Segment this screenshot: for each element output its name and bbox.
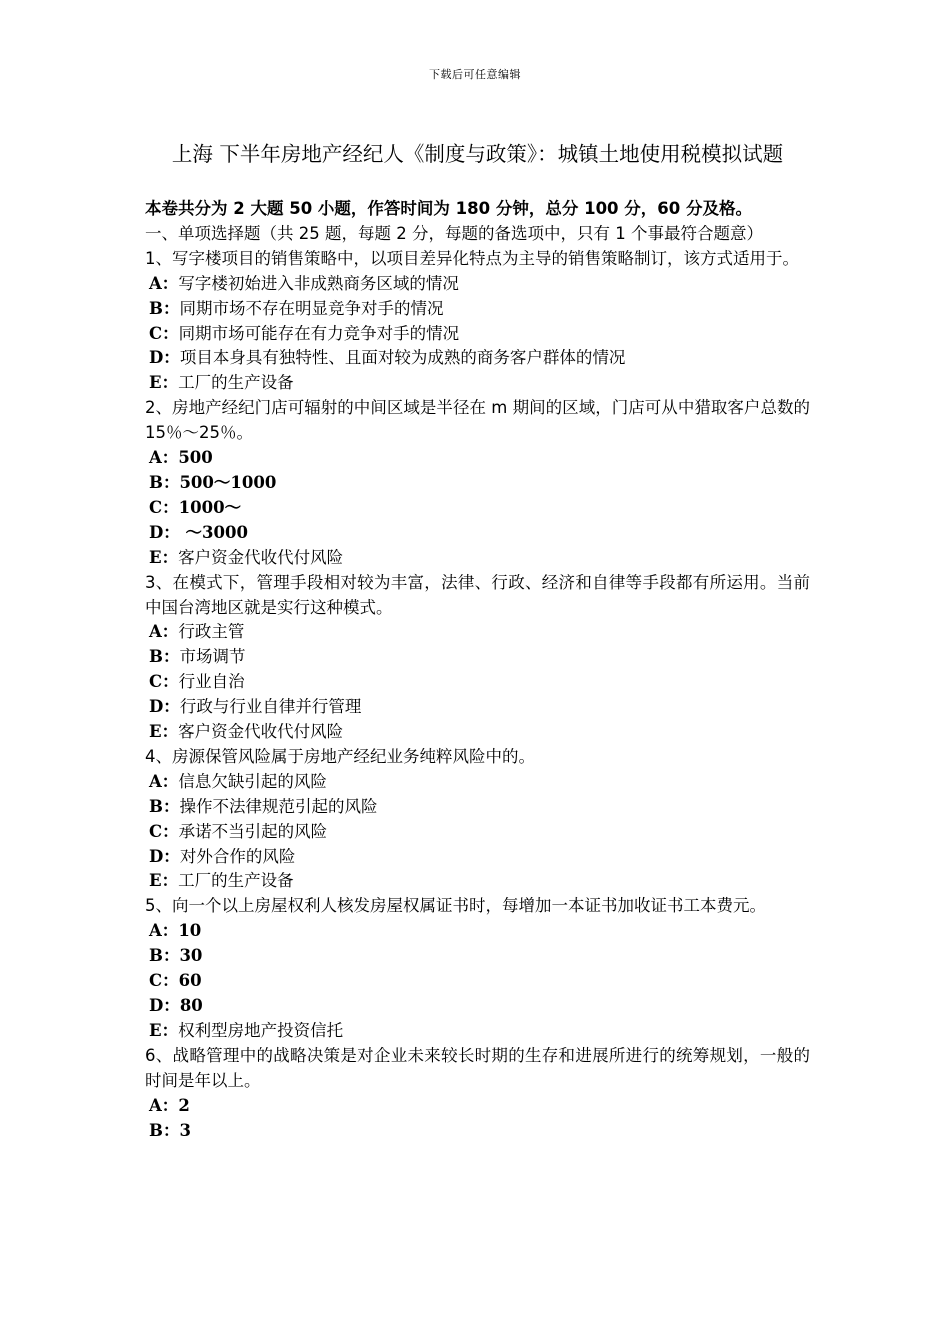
option-text: 500: [178, 448, 213, 468]
option-key: B：: [149, 472, 180, 492]
option-text: 项目本身具有独特性、且面对较为成熟的商务客户群体的情况: [179, 348, 626, 368]
option-key: D：: [149, 697, 180, 717]
option-text: 60: [178, 971, 202, 991]
option-key: A：: [149, 1095, 179, 1115]
option-text: 行政与行业自律并行管理: [179, 697, 362, 717]
option-key: C：: [149, 821, 179, 841]
option-text: 客户资金代收代付风险: [178, 722, 344, 742]
answer-option: [145, 994, 810, 1019]
answer-option: [145, 521, 810, 546]
option-text: 10: [178, 921, 202, 941]
option-key: B：: [149, 647, 180, 667]
option-key: B：: [149, 1120, 180, 1140]
answer-option: [145, 1019, 810, 1044]
answer-option: [145, 919, 810, 944]
answer-option: [145, 969, 810, 994]
option-text: 行业自治: [178, 672, 245, 692]
answer-option: [145, 720, 810, 745]
question-stem: 5、向一个以上房屋权利人核发房屋权属证书时，每增加一本证书加收证书工本费元。: [145, 896, 766, 916]
question-5: [145, 894, 810, 1043]
option-key: E：: [149, 871, 179, 891]
option-key: A：: [149, 622, 179, 642]
option-text: 同期市场可能存在有力竞争对手的情况: [178, 323, 460, 343]
option-key: C：: [149, 497, 179, 517]
document-title: 上海 下半年房地产经纪人《制度与政策》：城镇土地使用税模拟试题: [171, 142, 784, 166]
option-text: 3: [179, 1120, 191, 1140]
option-text: ～3000: [179, 522, 248, 542]
question-4: [145, 745, 810, 894]
option-text: 对外合作的风险: [179, 846, 296, 866]
option-key: A：: [149, 921, 179, 941]
option-key: D：: [149, 522, 180, 542]
question-2: [145, 396, 810, 570]
option-text: 工厂的生产设备: [178, 373, 294, 393]
answer-option: [145, 346, 810, 371]
answer-option: [145, 471, 810, 496]
answer-option: [145, 446, 810, 471]
question-3: [145, 571, 810, 745]
question-6: [145, 1044, 810, 1144]
answer-option: [145, 272, 810, 297]
question-stem: 3、在模式下，管理手段相对较为丰富，法律、行政、经济和自律等手段都有所运用。当前中国台湾地区就是实行这种模式。: [145, 572, 810, 617]
option-key: B：: [149, 298, 180, 318]
option-text: 工厂的生产设备: [178, 871, 294, 891]
question-stem: 6、战略管理中的战略决策是对企业未来较长时期的生存和进展所进行的统筹规划，一般的时间是年以上。: [145, 1045, 810, 1090]
answer-option: [145, 770, 810, 795]
option-key: B：: [149, 946, 180, 966]
option-key: A：: [149, 448, 179, 468]
answer-option: [145, 496, 810, 521]
option-text: 写字楼初始进入非成熟商务区域的情况: [178, 273, 459, 293]
option-key: A：: [149, 273, 179, 293]
option-key: D：: [149, 348, 180, 368]
answer-option: [145, 795, 810, 820]
option-text: 权利型房地产投资信托: [178, 1020, 344, 1040]
option-text: 行政主管: [178, 622, 245, 642]
option-text: 2: [178, 1095, 190, 1115]
answer-option: [145, 620, 810, 645]
option-key: C：: [149, 672, 179, 692]
option-text: 客户资金代收代付风险: [178, 547, 344, 567]
option-text: 操作不法律规范引起的风险: [179, 796, 378, 816]
section-heading: 一、单项选择题（共 25 题，每题 2 分，每题的备选项中，只有 1 个事最符合题意）: [145, 223, 763, 243]
answer-option: [145, 297, 810, 322]
option-text: 市场调节: [179, 647, 246, 667]
option-key: D：: [149, 846, 180, 866]
answer-option: [145, 645, 810, 670]
question-1: [145, 247, 810, 396]
option-key: B：: [149, 796, 180, 816]
exam-summary: 本卷共分为 2 大题 50 小题，作答时间为 180 分钟，总分 100 分，60 分及格。: [145, 199, 752, 218]
answer-option: [145, 944, 810, 969]
option-text: 信息欠缺引起的风险: [178, 771, 327, 791]
question-stem: 2、房地产经纪门店可辐射的中间区域是半径在 m 期间的区域，门店可从中猎取客户总数的 15％～25％。: [145, 398, 810, 443]
option-key: E：: [149, 722, 179, 742]
answer-option: [145, 322, 810, 347]
question-stem: 4、房源保管风险属于房地产经纪业务纯粹风险中的。: [145, 746, 535, 766]
option-text: 500～1000: [179, 472, 277, 492]
document-body: [145, 197, 810, 1143]
option-key: C：: [149, 971, 179, 991]
option-text: 1000～: [178, 497, 242, 517]
option-text: 同期市场不存在明显竞争对手的情况: [179, 298, 444, 318]
header-note: 下载后可任意编辑: [429, 68, 521, 81]
answer-option: [145, 546, 810, 571]
answer-option: [145, 1119, 810, 1144]
option-key: C：: [149, 323, 179, 343]
question-list: [145, 247, 810, 1144]
option-key: E：: [149, 547, 179, 567]
option-key: E：: [149, 1020, 179, 1040]
option-text: 30: [179, 946, 203, 966]
option-text: 承诺不当引起的风险: [178, 821, 328, 841]
answer-option: [145, 845, 810, 870]
question-stem: 1、写字楼项目的销售策略中，以项目差异化特点为主导的销售策略制订，该方式适用于。: [145, 248, 799, 268]
option-text: 80: [179, 996, 203, 1015]
option-key: A：: [149, 771, 179, 791]
answer-option: [145, 1094, 810, 1119]
answer-option: [145, 820, 810, 845]
answer-option: [145, 695, 810, 720]
answer-option: [145, 670, 810, 695]
option-key: E：: [149, 373, 179, 393]
answer-option: [145, 371, 810, 396]
option-key: D：: [149, 996, 180, 1015]
answer-option: [145, 869, 810, 894]
